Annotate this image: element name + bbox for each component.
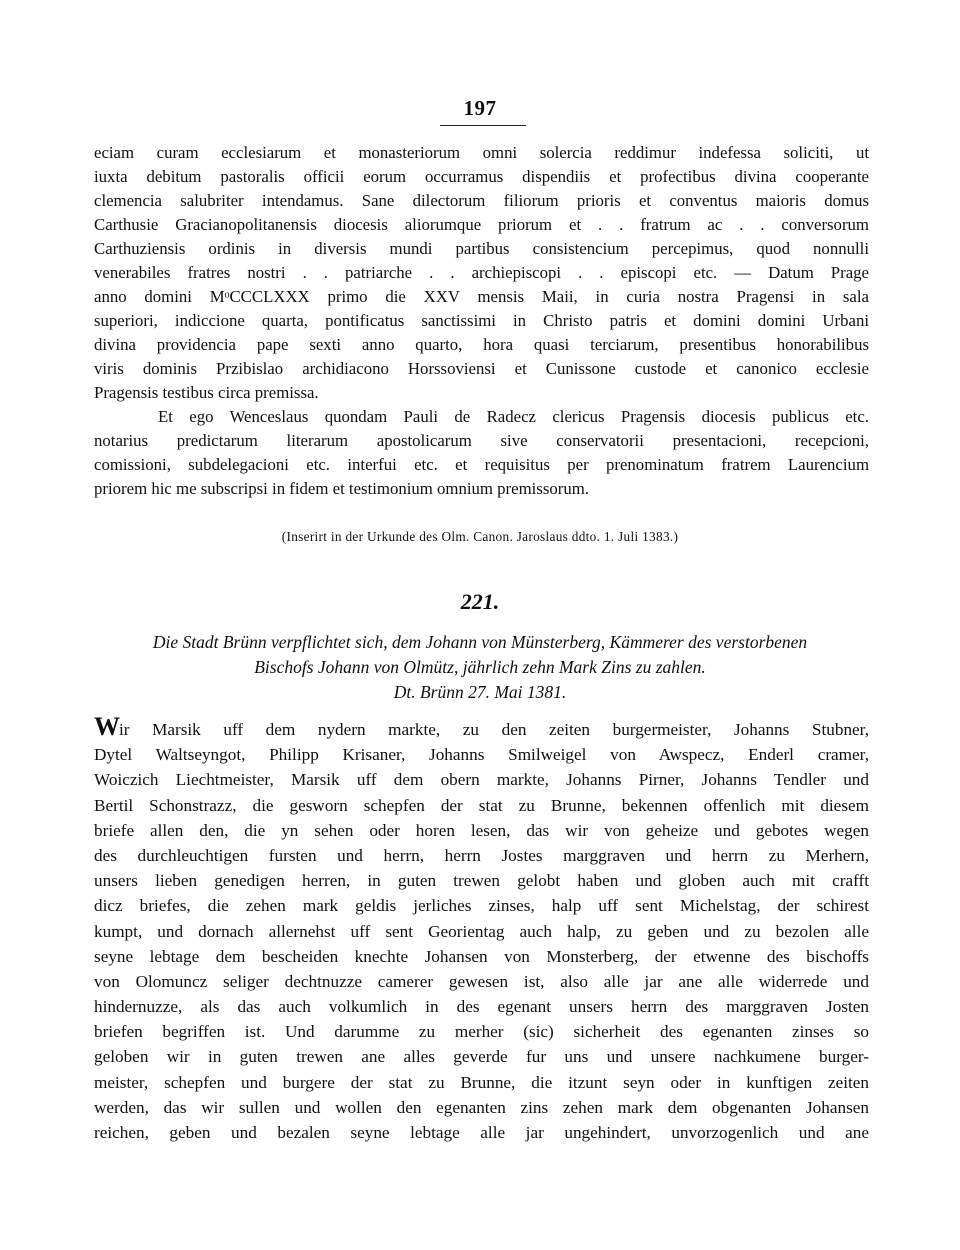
text-line: geloben wir in guten trewen ane alles geverde fur uns und unsere nachkumene burger- — [94, 1047, 869, 1067]
text-line: clemencia salubriter intendamus. Sane dilectorum filiorum prioris et conventus maioris domus — [94, 191, 869, 210]
text-line: priorem hic me subscripsi in fidem et testimonium omnium premissorum. — [94, 479, 589, 498]
text-line: Bertil Schonstrazz, die gesworn schepfen der stat zu Brunne, bekennen offenlich mit diesem — [94, 795, 869, 815]
page-number-rule — [440, 125, 526, 126]
source-citation — [0, 529, 960, 545]
document-summary — [80, 630, 880, 705]
drop-cap-initial: W — [94, 712, 119, 741]
summary-line: Die Stadt Brünn verpflichtet sich, dem Johann von Münsterberg, Kämmerer des verstorbenen — [152, 632, 808, 652]
text-line: venerabiles fratres nostri . . patriarche . . archiepiscopi . . episcopi etc. — Datum Prage — [94, 263, 869, 282]
text-line: eciam curam ecclesiarum et monasteriorum omni solercia reddimur indefessa soliciti, ut — [94, 143, 869, 162]
summary-line: Bischofs Johann von Olmütz, jährlich zehn Mark Zins zu zahlen. — [254, 657, 706, 677]
text-line: unsers lieben genedigen herren, in guten trewen gelobt haben und globen auch mit crafft — [94, 871, 869, 891]
document-number: 221. — [460, 589, 500, 614]
text-line: kumpt, und dornach allernehst uff sent Georientag auch halp, zu geben und zu bezolen alle — [94, 921, 869, 941]
text-line: Et ego Wenceslaus quondam Pauli de Radecz clericus Pragensis diocesis publicus etc. — [158, 407, 869, 426]
text-line: hindernuzze, als das auch volkumlich in des egenant unsers herrn des marggraven Josten — [94, 997, 869, 1017]
text-line: iuxta debitum pastoralis officii eorum occurramus dispendiis et profectibus divina cooperante — [94, 167, 869, 186]
first-line-text: ir Marsik uff dem nydern markte, zu den zeiten burgermeister, Johanns Stubner, — [119, 720, 869, 739]
text-line: briefe allen den, die yn sehen oder horen lesen, das wir von geheize und gebotes wegen — [94, 820, 869, 840]
text-line: Pragensis testibus circa premissa. — [94, 383, 319, 402]
text-line: divina providencia pape sexti anno quarto, hora quasi terciarum, presentibus honorabilibus — [94, 335, 869, 354]
text-line: reichen, geben und bezalen seyne lebtage alle jar ungehindert, unvorzogenlich und ane — [94, 1123, 869, 1142]
text-line: werden, das wir sullen und wollen den egenanten zins zehen mark dem obgenanten Johansen — [94, 1097, 869, 1117]
german-text-block — [94, 712, 869, 1145]
text-line: seyne lebtage dem bescheiden knechte Johansen von Monsterberg, der etwenne des bischoffs — [94, 946, 869, 966]
text-line: Woiczich Liechtmeister, Marsik uff dem obern markte, Johanns Pirner, Johanns Tendler und — [94, 770, 869, 790]
text-line-first — [94, 712, 869, 742]
text-line: Dytel Waltseyngot, Philipp Krisaner, Johanns Smilweigel von Awspecz, Enderl cramer, — [94, 745, 869, 765]
text-line: comissioni, subdelegacioni etc. interfui etc. et requisitus per prenominatum fratrem Laurencium — [94, 455, 869, 474]
text-line: des durchleuchtigen fursten und herrn, herrn Jostes marggraven und herrn zu Merhern, — [94, 845, 869, 865]
text-line: von Olomuncz seliger dechtnuzze camerer gewesen ist, also alle jar ane alle widerrede und — [94, 971, 869, 991]
text-line: superiori, indiccione quarta, pontificatus sanctissimi in Christo patris et domini domini Urbani — [94, 311, 869, 330]
latin-text-block — [94, 141, 869, 501]
text-line: briefen begriffen ist. Und darumme zu merher (sic) sicherheit des egenanten zinses so — [94, 1022, 869, 1042]
source-citation-text: (Inserirt in der Urkunde des Olm. Canon. Jaroslaus ddto. 1. Juli 1383.) — [281, 529, 679, 544]
text-line: viris dominis Przibislao archidiacono Horssoviensi et Cunissone custode et canonico ecclesie — [94, 359, 869, 378]
text-line: dicz briefes, die zehen mark geldis jerliches zinses, halp uff sent Michelstag, der schirest — [94, 896, 869, 916]
text-line: Carthusie Gracianopolitanensis diocesis aliorumque priorum et . . fratrum ac . . conversorum — [94, 215, 869, 234]
summary-date-line: Dt. Brünn 27. Mai 1381. — [393, 682, 567, 702]
text-line: meister, schepfen und burgere der stat zu Brunne, die itzunt seyn oder in kunftigen zeiten — [94, 1072, 869, 1092]
text-line: Carthuziensis ordinis in diversis mundi partibus consistencium percepimus, quod nonnulli — [94, 239, 869, 258]
text-line: anno domini MᵒCCCLXXX primo die XXV mensis Maii, in curia nostra Pragensi in sala — [94, 287, 869, 306]
text-line: notarius predictarum literarum apostolicarum sive conservatorii presentacioni, recepcioni, — [94, 431, 869, 450]
page-number: 197 — [463, 96, 497, 120]
